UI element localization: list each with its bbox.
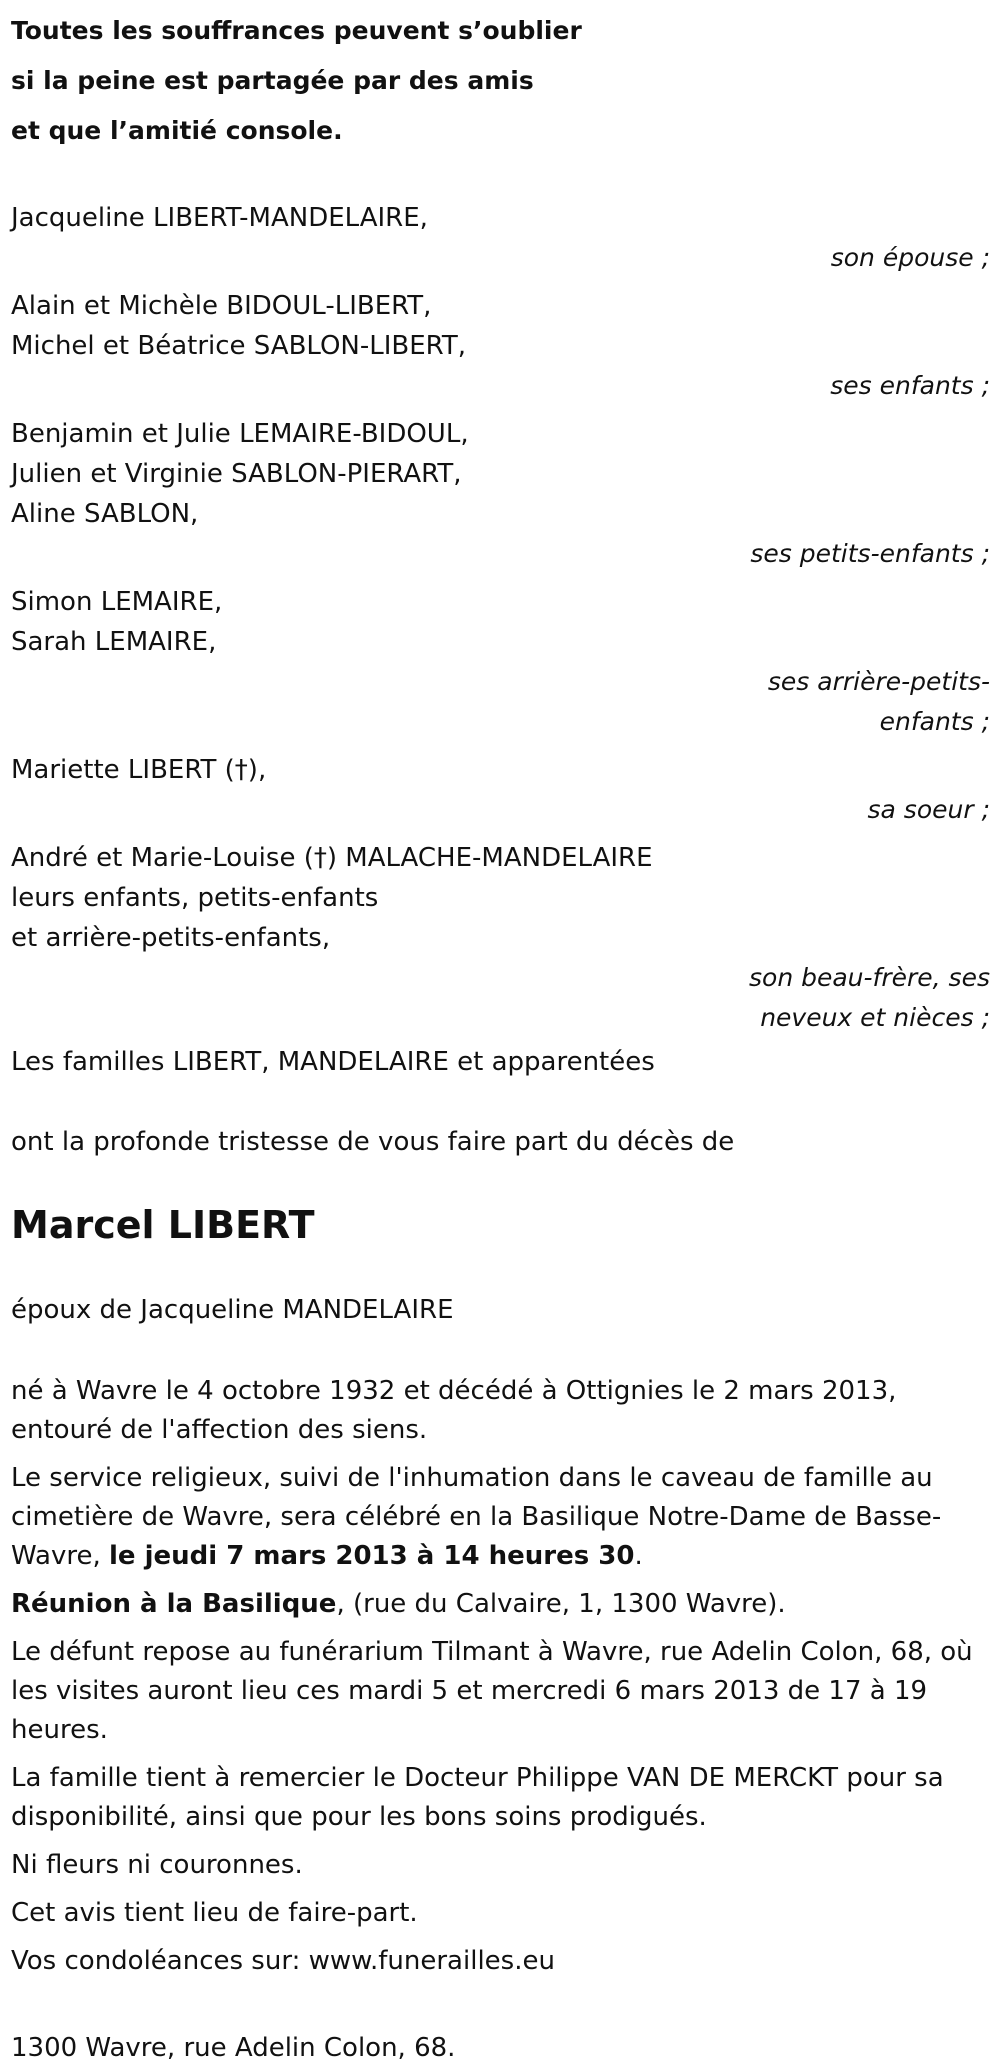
family-name: Michel et Béatrice SABLON-LIBERT, (11, 331, 466, 361)
announcement: ont la profonde tristesse de vous faire part du décès de (11, 1127, 735, 1157)
family-relation: son épouse ; (830, 243, 990, 272)
contact-address: 1300 Wavre, rue Adelin Colon, 68. (11, 2033, 456, 2063)
notice-paragraph: Cet avis tient lieu de faire-part. (11, 1898, 418, 1928)
family-list (11, 198, 990, 1038)
thanks-paragraph: La famille tient à remercier le Docteur Philippe VAN DE MERCKT pour sa disponibilité, ainsi que pour les bons soins prodigués. (11, 1763, 944, 1832)
family-name: Aline SABLON, (11, 499, 199, 529)
family-relation: ses petits-enfants ; (750, 539, 990, 568)
family-relation: son beau-frère, ses neveux et nièces ; (749, 963, 990, 1032)
quote-line: Toutes les souffrances peuvent s’oublier (11, 16, 582, 45)
family-name: Benjamin et Julie LEMAIRE-BIDOUL, (11, 419, 469, 449)
reunion-text: , (rue du Calvaire, 1, 1300 Wavre). (336, 1589, 786, 1619)
reunion-bold: Réunion à la Basilique (11, 1589, 337, 1619)
quote-line: si la peine est partagée par des amis (11, 66, 534, 95)
flowers-paragraph: Ni fleurs ni couronnes. (11, 1850, 303, 1880)
family-group-children (11, 286, 990, 406)
family-group-spouse (11, 198, 990, 278)
family-group-brother-in-law (11, 838, 990, 1038)
family-relation: sa soeur ; (867, 795, 990, 824)
deceased-name: Marcel LIBERT (11, 1203, 315, 1247)
quote-line: et que l’amitié console. (11, 116, 343, 145)
family-name: Simon LEMAIRE, (11, 587, 223, 617)
service-end: . (634, 1541, 643, 1571)
service-date: le jeudi 7 mars 2013 à 14 heures 30 (109, 1541, 635, 1571)
family-name: Mariette LIBERT (†), (11, 755, 267, 785)
service-text: Le service religieux, suivi de l'inhumation dans le caveau de famille au cimetière de Wavre, sera célébré en la Basilique Notre-Dame de Basse-Wavre, (11, 1463, 942, 1571)
spouse-line: époux de Jacqueline MANDELAIRE (11, 1295, 454, 1325)
reunion-paragraph (11, 1585, 990, 1624)
family-name: Jacqueline LIBERT-MANDELAIRE, (11, 203, 428, 233)
family-name: et arrière-petits-enfants, (11, 923, 331, 953)
funerarium-paragraph: Le défunt repose au funérarium Tilmant à Wavre, rue Adelin Colon, 68, où les visites auront lieu ces mardi 5 et mercredi 6 mars 2013 de 17 à 19 heures. (11, 1637, 973, 1745)
family-group-sister (11, 750, 990, 830)
family-relation: ses arrière-petits-enfants ; (767, 667, 990, 736)
family-group-grandchildren (11, 414, 990, 574)
condolences-paragraph: Vos condoléances sur: www.funerailles.eu (11, 1946, 555, 1976)
birth-death-paragraph: né à Wavre le 4 octobre 1932 et décédé à Ottignies le 2 mars 2013, entouré de l'affection des siens. (11, 1376, 897, 1445)
family-group-great-grandchildren (11, 582, 990, 742)
family-relation: ses enfants ; (830, 371, 990, 400)
family-name: Sarah LEMAIRE, (11, 627, 217, 657)
family-name: leurs enfants, petits-enfants (11, 883, 379, 913)
service-paragraph (11, 1459, 990, 1576)
family-name: Julien et Virginie SABLON-PIERART, (11, 459, 462, 489)
families-line: Les familles LIBERT, MANDELAIRE et apparentées (11, 1047, 655, 1077)
opening-quote (11, 6, 990, 156)
details-section (11, 1372, 990, 1981)
family-name: André et Marie-Louise (†) MALACHE-MANDELAIRE (11, 843, 653, 873)
family-name: Alain et Michèle BIDOUL-LIBERT, (11, 291, 432, 321)
